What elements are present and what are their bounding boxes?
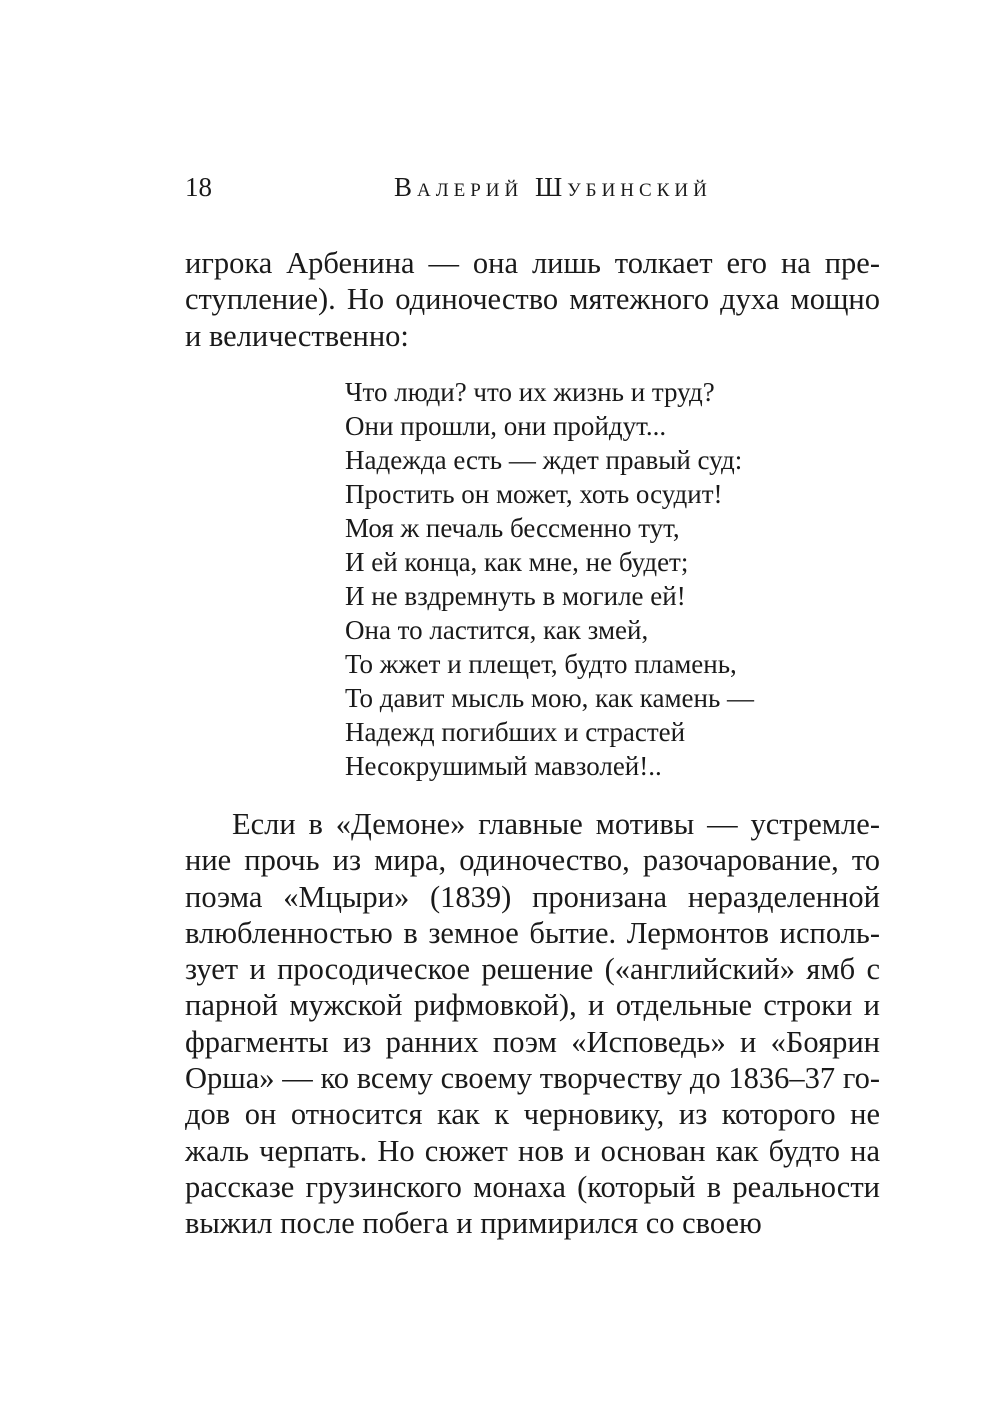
poem-line: Надежда есть — ждет правый суд: xyxy=(345,445,743,475)
page-number: 18 xyxy=(185,172,212,202)
poem-line: Простить он может, хоть осудит! xyxy=(345,479,723,509)
header-author: Валерий Шубинский xyxy=(394,172,712,202)
poem-line: Она то ластится, как змей, xyxy=(345,615,649,645)
paragraph-main: Если в «Демоне» главные мотивы — устремление прочь из мира, одиночество, разочарование, то поэма «Мцыри» (1839) пронизана неразделенной влюбленностью в земное бытие. Лермонтов использует и просодическое решение («английский» ямб с парной мужской рифмовкой), и отдельные строки и фрагменты из ранних поэм «Исповедь» и «Боярин Орша» — ко всему своему творчеству до 1836–37 годов он относится как к черновику, из которого не жаль черпать. Но сюжет нов и основан как будто на рассказе грузинского монаха (который в реальности выжил после побега и примирился со своею xyxy=(185,807,880,1241)
poem-line: То жжет и плещет, будто пламень, xyxy=(345,649,737,679)
poem-line: Несокрушимый мавзолей!.. xyxy=(345,751,662,781)
poem-line: Моя ж печаль бессменно тут, xyxy=(345,513,680,543)
paragraph-intro: игрока Арбенина — она лишь толкает его на преступление). Но одиночество мятежного духа мощно и величественно: xyxy=(185,246,880,353)
poem-line: То давит мысль мою, как камень — xyxy=(345,683,755,713)
poem-line: Что люди? что их жизнь и труд? xyxy=(345,377,715,407)
poem-line: Они прошли, они пройдут... xyxy=(345,411,667,441)
poem-line: И не вздремнуть в могиле ей! xyxy=(345,581,686,611)
poem-quote xyxy=(345,375,754,783)
running-head xyxy=(185,170,880,204)
poem-line: Надежд погибших и страстей xyxy=(345,717,686,747)
poem-line: И ей конца, как мне, не будет; xyxy=(345,547,689,577)
